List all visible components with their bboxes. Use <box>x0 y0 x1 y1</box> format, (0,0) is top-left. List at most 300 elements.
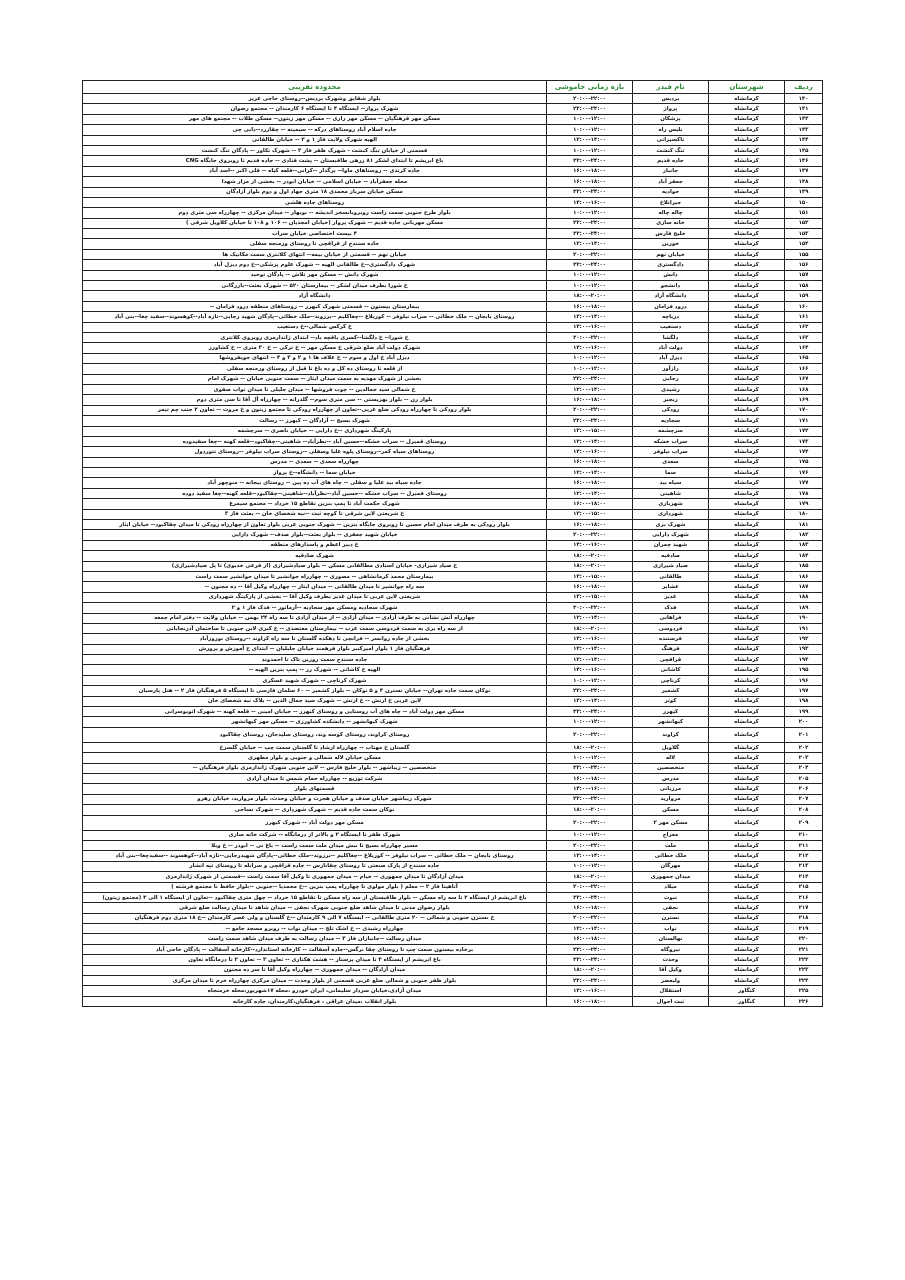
feeder-cell: نهالستان <box>633 934 709 944</box>
row-number-cell: ۱۷۵ <box>785 457 823 467</box>
row-number-cell: ۲۱۷ <box>785 903 823 913</box>
area-cell: بخشی از شهرک مهدیه به سمت میدان ایثار -- سمت جنوبی خیابان -- شهرک امام <box>83 374 547 384</box>
feeder-cell: سراب خشکه <box>633 436 709 446</box>
city-cell: کرمانشاه <box>709 763 785 773</box>
table-row <box>83 561 823 571</box>
feeder-cell: ثبت احوال <box>633 996 709 1006</box>
area-cell: چهارراه آتش نشانی به طرف آزادی -- میدان آزادی -- از میدان آزادی تا سه راه ۲۴ بهمن -- خیابان ولایت -- دفتر امام جمعه <box>83 613 547 623</box>
area-cell: خ شریعتی لاین شرقی تا کوچه ثبت --نبه شخصای خان -- بعثت فاز ۳ <box>83 509 547 519</box>
table-row <box>83 468 823 478</box>
table-row <box>83 166 823 176</box>
outage-schedule-sheet <box>82 80 822 1007</box>
city-cell: کرمانشاه <box>709 805 785 815</box>
time-cell: ۱۰:۰۰-۱۲:۰۰ <box>547 753 633 763</box>
city-cell: کرمانشاه <box>709 478 785 488</box>
table-row <box>83 125 823 135</box>
time-cell: ۲۲:۰۰-۲۴:۰۰ <box>547 686 633 696</box>
city-cell: کرمانشاه <box>709 707 785 717</box>
feeder-cell: سجادیه <box>633 416 709 426</box>
city-cell: کرمانشاه <box>709 830 785 840</box>
row-number-cell: ۱۸۲ <box>785 530 823 540</box>
area-cell: بلوار رودکی تا چهارراه رودکی ضلع غربی--تعاون از چهارراه رودکی تا مجتمع زیتون و خ مروت -- تعاون ۲ جنب چم تیمر <box>83 405 547 415</box>
area-cell: باغ ابریشم از ایستگاه ۲ تا سه راه مسکن -- بلوار طاقبستان از سه راه مسکن تا تقاطع ۱۵ خرداد -- چهل متری چقاکبود --تعاون از ایستگاه ۱ الی ۴ (مجتمع زیتون) <box>83 892 547 902</box>
row-number-cell: ۱۹۸ <box>785 696 823 706</box>
row-number-cell: ۱۸۳ <box>785 540 823 550</box>
row-number-cell: ۱۷۲ <box>785 426 823 436</box>
city-cell: کرمانشاه <box>709 840 785 850</box>
area-cell: بلوار ظفر جنوبی و شمالی ضلع غربی قسمتی از بلوار وحدت -- میدان مرکزی چهارراه خرم تا میدان مرکزی <box>83 976 547 986</box>
feeder-cell: سراب نیلوفر <box>633 447 709 457</box>
row-number-cell: ۱۵۲ <box>785 218 823 228</box>
area-cell: خ دبیر اعظم و پاسدارهای منطقه <box>83 540 547 550</box>
table-row <box>83 924 823 934</box>
feeder-cell: درود فرامان <box>633 301 709 311</box>
table-row <box>83 374 823 384</box>
area-cell: میدان آزادگان -- میدان جمهوری -- چهارراه وکیل آقا تا سر ده مجنون <box>83 965 547 975</box>
feeder-cell: غدیر <box>633 592 709 602</box>
table-row <box>83 447 823 457</box>
area-cell: جاده اسلام آباد روستاهای درکه -- سیمینه -- چقازرد--دایی چی <box>83 125 547 135</box>
city-cell: کرمانشاه <box>709 197 785 207</box>
city-cell: کرمانشاه <box>709 561 785 571</box>
area-cell: آتاهیتا فاز ۲ -- معلم ( بلوار مولوی تا چهارراه پمپ بنزین --خ محمدیا --جنوبی --بلوار حافظ تا مجتمع فرشته ) <box>83 882 547 892</box>
feeder-cell: ملت <box>633 840 709 850</box>
time-cell: ۱۲:۰۰-۱۴:۰۰ <box>547 135 633 145</box>
time-cell: ۲۲:۰۰-۲۴:۰۰ <box>547 374 633 384</box>
table-row <box>83 208 823 218</box>
city-cell: کرمانشاه <box>709 405 785 415</box>
feeder-cell: نواب <box>633 924 709 934</box>
row-number-cell: ۱۵۳ <box>785 229 823 239</box>
feeder-cell: مرزبانی <box>633 784 709 794</box>
time-cell: ۱۲:۰۰-۱۴:۰۰ <box>547 436 633 446</box>
city-cell: کرمانشاه <box>709 187 785 197</box>
feeder-cell: مسکن <box>633 805 709 815</box>
table-row <box>83 571 823 581</box>
row-number-cell: ۱۶۳ <box>785 332 823 342</box>
feeder-cell: متخصصین <box>633 763 709 773</box>
table-row <box>83 634 823 644</box>
city-cell: کرمانشاه <box>709 655 785 665</box>
row-number-cell: ۱۶۴ <box>785 343 823 353</box>
city-cell: کرمانشاه <box>709 872 785 882</box>
time-cell: ۱۴:۰۰-۱۶:۰۰ <box>547 665 633 675</box>
table-row <box>83 509 823 519</box>
row-number-cell: ۱۴۶ <box>785 156 823 166</box>
area-cell: نوکان سمت جاده قدیم -- شهرک شهرداری -- شهرک نساجی <box>83 805 547 815</box>
row-number-cell: ۱۵۰ <box>785 197 823 207</box>
time-cell: ۱۲:۰۰-۱۴:۰۰ <box>547 655 633 665</box>
time-cell: ۲۰:۰۰-۲۲:۰۰ <box>547 94 633 104</box>
feeder-cell: مهرگان <box>633 861 709 871</box>
area-cell: بلوار شقایق وشهرک بردیس--روستای حاجی عزیز <box>83 94 547 104</box>
time-cell: ۲۲:۰۰-۲۴:۰۰ <box>547 260 633 270</box>
time-cell: ۱۶:۰۰-۱۸:۰۰ <box>547 177 633 187</box>
time-cell: ۲۲:۰۰-۲۴:۰۰ <box>547 187 633 197</box>
row-number-cell: ۲۱۰ <box>785 830 823 840</box>
area-cell: روستای بابجان -- ملک خطائی -- سراب نیلوفر -- کوریلاغ --چغاکلیم --برزوند--ملک خطائی--پادگان شهیدرجایی--تازه آباد--کوهسوند --سفیدچغا--بنی آباد <box>83 851 547 861</box>
time-cell: ۱۴:۰۰-۱۶:۰۰ <box>547 634 633 644</box>
time-cell: ۱۰:۰۰-۱۲:۰۰ <box>547 114 633 124</box>
header-row-number: ردیف <box>785 81 823 94</box>
city-cell: کرمانشاه <box>709 239 785 249</box>
table-row <box>83 270 823 280</box>
table-row <box>83 603 823 613</box>
row-number-cell: ۲۲۱ <box>785 944 823 954</box>
feeder-cell: رودکی <box>633 405 709 415</box>
table-row <box>83 592 823 602</box>
table-row <box>83 353 823 363</box>
area-cell: روستاهای جاده هلشی <box>83 197 547 207</box>
table-row <box>83 384 823 394</box>
row-number-cell: ۱۶۶ <box>785 364 823 374</box>
table-row <box>83 872 823 882</box>
row-number-cell: ۱۹۵ <box>785 665 823 675</box>
feeder-cell: چاله چاله <box>633 208 709 218</box>
time-cell: ۱۸:۰۰-۲۰:۰۰ <box>547 872 633 882</box>
city-cell: کرمانشاه <box>709 426 785 436</box>
time-cell: ۲۰:۰۰-۲۲:۰۰ <box>547 727 633 742</box>
table-row <box>83 281 823 291</box>
city-cell: کرمانشاه <box>709 913 785 923</box>
table-row <box>83 727 823 742</box>
table-row <box>83 623 823 633</box>
table-row <box>83 913 823 923</box>
area-cell: خ شورا-- خ دلگشا--کسری یاقچه باد-- ابتدای ژاندارمری روبروی کلانتری <box>83 332 547 342</box>
city-cell: کرمانشاه <box>709 634 785 644</box>
table-row <box>83 753 823 763</box>
city-cell: کرمانشاه <box>709 218 785 228</box>
area-cell: مسکن مهر دولت آباد -- شهرک کیهرز <box>83 815 547 830</box>
table-row <box>83 644 823 654</box>
row-number-cell: ۲۰۵ <box>785 774 823 784</box>
city-cell: کرمانشاه <box>709 343 785 353</box>
time-cell: ۲۲:۰۰-۲۴:۰۰ <box>547 763 633 773</box>
table-row <box>83 996 823 1006</box>
area-cell: بلوار رضوان مدنی تا میدان شاهد ضلع جنوبی شهرک نجفی -- میدان شاهد تا میدان رسالت ضلع شرقی <box>83 903 547 913</box>
feeder-cell: بردیس <box>633 94 709 104</box>
row-number-cell: ۱۶۰ <box>785 301 823 311</box>
area-cell: الهیه شهرک ولایت فاز ۱ و ۲ -- خیابان طالقانی <box>83 135 547 145</box>
table-row <box>83 655 823 665</box>
row-number-cell: ۲۲۲ <box>785 955 823 965</box>
area-cell: بخشی از جاده روانسر -- فرانچی تا دهکده گلستان تا سه راه کراوند --روستای نوروزآباد <box>83 634 547 644</box>
feeder-cell: دانشجو <box>633 281 709 291</box>
feeder-cell: جوادیه <box>633 187 709 197</box>
time-cell: ۱۸:۰۰-۲۰:۰۰ <box>547 291 633 301</box>
feeder-cell: شهرداری <box>633 509 709 519</box>
table-row <box>83 965 823 975</box>
time-cell: ۲۲:۰۰-۲۴:۰۰ <box>547 707 633 717</box>
time-cell: ۱۰:۰۰-۱۲:۰۰ <box>547 675 633 685</box>
time-cell: ۲۰:۰۰-۲۲:۰۰ <box>547 530 633 540</box>
row-number-cell: ۱۹۴ <box>785 655 823 665</box>
row-number-cell: ۱۹۰ <box>785 613 823 623</box>
city-cell: کرمانشاه <box>709 281 785 291</box>
feeder-cell: مدرس <box>633 774 709 784</box>
table-row <box>83 332 823 342</box>
area-cell: مسیر چهارراه بسیج تا نبش میدان ملت سمت راست -- باغ نی -- ابوذر -- خ وبلا <box>83 840 547 850</box>
row-number-cell: ۲۱۴ <box>785 872 823 882</box>
area-cell: سه راه جوانشیر تا میدان طالقانی -- میدان ایثار -- چهارراه وکیل آقا -- ده مجنون -- <box>83 582 547 592</box>
row-number-cell: ۱۷۹ <box>785 499 823 509</box>
feeder-cell: رجایی <box>633 374 709 384</box>
table-row <box>83 903 823 913</box>
table-row <box>83 665 823 675</box>
time-cell: ۱۲:۰۰-۱۴:۰۰ <box>547 488 633 498</box>
time-cell: ۱۲:۰۰-۱۴:۰۰ <box>547 239 633 249</box>
area-cell: جاده سنندج از پارک صنعتی تا روستای چقانارس -- جاده قراقچی و سرابله تا روستای تپه انشار <box>83 861 547 871</box>
feeder-cell: سرچشمه <box>633 426 709 436</box>
row-number-cell: ۲۲۴ <box>785 976 823 986</box>
table-row <box>83 696 823 706</box>
time-cell: ۱۰:۰۰-۱۲:۰۰ <box>547 125 633 135</box>
time-cell: ۲۰:۰۰-۲۲:۰۰ <box>547 913 633 923</box>
time-cell: ۱۸:۰۰-۲۰:۰۰ <box>547 551 633 561</box>
table-row <box>83 763 823 773</box>
city-cell: کرمانشاه <box>709 613 785 623</box>
time-cell: ۱۰:۰۰-۱۲:۰۰ <box>547 830 633 840</box>
row-number-cell: ۱۴۰ <box>785 94 823 104</box>
area-cell: میدان آزادی،خیابان سردار سلیمانی، ایران خودرو ،محله ۱۷شهریور،محله خرمنجاه <box>83 986 547 996</box>
city-cell: کرمانشاه <box>709 135 785 145</box>
feeder-cell: شهید چمران <box>633 540 709 550</box>
time-cell: ۱۰:۰۰-۱۲:۰۰ <box>547 208 633 218</box>
city-cell: کرمانشاه <box>709 145 785 155</box>
city-cell: کرمانشاه <box>709 520 785 530</box>
feeder-cell: نیروگاه <box>633 944 709 954</box>
row-number-cell: ۱۵۶ <box>785 260 823 270</box>
time-cell: ۱۲:۰۰-۱۴:۰۰ <box>547 851 633 861</box>
area-cell: خ صیاد شیرازی- خیابان استادی مطالقانی مسکن -- بلوار صیادشیرازی (از فرعی خدیوی) تا پل صیادشیرازی) <box>83 561 547 571</box>
time-cell: ۱۸:۰۰-۲۰:۰۰ <box>547 965 633 975</box>
feeder-cell: صادقیه <box>633 551 709 561</box>
time-cell: ۱۶:۰۰-۱۸:۰۰ <box>547 520 633 530</box>
area-cell: چهارراه سعدی -- سعدی -- مدرس <box>83 457 547 467</box>
area-cell: بیمارستان محمد کرمانشاهی -- مصوری -- چهارراه جوانشیر تا میدان جوانشیر سمت راست <box>83 571 547 581</box>
area-cell: شهرک سجادیه ومسکن مهر سجادیه --آرماتور -- فدک فاز ۱ و ۲ <box>83 603 547 613</box>
table-row <box>83 499 823 509</box>
feeder-cell: جیرانلاخ <box>633 197 709 207</box>
city-cell: کرمانشاه <box>709 924 785 934</box>
area-cell: روستای بابجان -- ملک خطائی -- سراب نیلوفر -- کوریلاغ --چغاکلیم --برزوند--ملک خطائی--پادگان شهید رجایی--تازه آباد--کوهسوند--سفید چغا--بنی آباد <box>83 312 547 322</box>
feeder-cell: پرواز <box>633 104 709 114</box>
row-number-cell: ۱۴۵ <box>785 145 823 155</box>
table-row <box>83 976 823 986</box>
area-cell: دانشگاه آزاد <box>83 291 547 301</box>
row-number-cell: ۲۲۰ <box>785 934 823 944</box>
feeder-cell: وحدت <box>633 955 709 965</box>
row-number-cell: ۱۷۷ <box>785 478 823 488</box>
time-cell: ۱۲:۰۰-۱۴:۰۰ <box>547 644 633 654</box>
feeder-cell: کاشانی <box>633 665 709 675</box>
city-cell: کرمانشاه <box>709 457 785 467</box>
row-number-cell: ۱۸۰ <box>785 509 823 519</box>
feeder-cell: استقلال <box>633 986 709 996</box>
feeder-cell: مروارید <box>633 794 709 804</box>
row-number-cell: ۲۲۶ <box>785 996 823 1006</box>
feeder-cell: کیهانشهر <box>633 717 709 727</box>
table-row <box>83 742 823 752</box>
row-number-cell: ۱۴۱ <box>785 104 823 114</box>
area-cell: خ نسترن جنوبی و شمالی -- ۲۰ متری طالقانی -- ایستگاه ۷ الی ۹ کارمندان --خ گلستان و ولی عصر کارمندان --خ ۱۸ متری دوم فرهنگیان <box>83 913 547 923</box>
time-cell: ۱۰:۰۰-۱۲:۰۰ <box>547 861 633 871</box>
row-number-cell: ۱۵۱ <box>785 208 823 218</box>
time-cell: ۱۰:۰۰-۱۲:۰۰ <box>547 281 633 291</box>
table-row <box>83 187 823 197</box>
city-cell: کرمانشاه <box>709 208 785 218</box>
feeder-cell: رازآور <box>633 364 709 374</box>
time-cell: ۱۳:۰۰-۱۵:۰۰ <box>547 509 633 519</box>
row-number-cell: ۱۸۷ <box>785 582 823 592</box>
time-cell: ۲۰:۰۰-۲۲:۰۰ <box>547 882 633 892</box>
row-number-cell: ۱۴۳ <box>785 125 823 135</box>
header-time: بازه زمانی خاموشی <box>547 81 633 94</box>
table-row <box>83 94 823 104</box>
time-cell: ۱۶:۰۰-۱۸:۰۰ <box>547 903 633 913</box>
city-cell: کرمانشاه <box>709 395 785 405</box>
row-number-cell: ۱۵۵ <box>785 249 823 259</box>
area-cell: ۴ بیست اختصاصی خیابان سراب <box>83 229 547 239</box>
time-cell: ۲۲:۰۰-۲۴:۰۰ <box>547 416 633 426</box>
row-number-cell: ۲۱۹ <box>785 924 823 934</box>
time-cell: ۱۴:۰۰-۱۶:۰۰ <box>547 322 633 332</box>
feeder-cell: رشیدی <box>633 384 709 394</box>
city-cell: کرمانشاه <box>709 94 785 104</box>
time-cell: ۲۰:۰۰-۲۲:۰۰ <box>547 332 633 342</box>
row-number-cell: ۲۲۳ <box>785 965 823 975</box>
city-cell: کرمانشاه <box>709 364 785 374</box>
row-number-cell: ۱۴۷ <box>785 166 823 176</box>
city-cell: کرمانشاه <box>709 592 785 602</box>
table-row <box>83 364 823 374</box>
feeder-cell: ملک خطائی <box>633 851 709 861</box>
city-cell: کرمانشاه <box>709 166 785 176</box>
city-cell: کرمانشاه <box>709 353 785 363</box>
area-cell: متخصصین -- زیباشهر -- بلوار خلیج فارس -- لاین جنوبی شهرک ژاندارمری بلوار فرهنگیان -- <box>83 763 547 773</box>
city-cell: کرمانشاه <box>709 696 785 706</box>
city-cell: کرمانشاه <box>709 177 785 187</box>
time-cell: ۱۰:۰۰-۱۲:۰۰ <box>547 364 633 374</box>
feeder-cell: کشمیر <box>633 686 709 696</box>
feeder-cell: کیهرز <box>633 707 709 717</box>
city-cell: کرمانشاه <box>709 603 785 613</box>
table-row <box>83 218 823 228</box>
row-number-cell: ۲۱۶ <box>785 892 823 902</box>
city-cell: کرمانشاه <box>709 374 785 384</box>
row-number-cell: ۱۶۲ <box>785 322 823 332</box>
row-number-cell: ۱۵۸ <box>785 281 823 291</box>
area-cell: شهرک زیباشهر خیابان صدف و خیابان هجرت و خیابان وحدت، بلوار مروارید، خیابان رهرو <box>83 794 547 804</box>
city-cell: کرمانشاه <box>709 468 785 478</box>
feeder-cell: شاهینی <box>633 488 709 498</box>
table-row <box>83 478 823 488</box>
table-row <box>83 135 823 145</box>
time-cell: ۲۲:۰۰-۲۴:۰۰ <box>547 955 633 965</box>
time-cell: ۱۶:۰۰-۱۸:۰۰ <box>547 499 633 509</box>
table-row <box>83 774 823 784</box>
city-cell: کرمانشاه <box>709 582 785 592</box>
table-row <box>83 520 823 530</box>
time-cell: ۲۲:۰۰-۲۴:۰۰ <box>547 892 633 902</box>
row-number-cell: ۱۶۹ <box>785 395 823 405</box>
feeder-cell: فرستنده <box>633 634 709 644</box>
time-cell: ۱۴:۰۰-۱۶:۰۰ <box>547 784 633 794</box>
table-row <box>83 830 823 840</box>
feeder-cell: کرناچی <box>633 675 709 685</box>
row-number-cell: ۲۰۸ <box>785 805 823 815</box>
table-row <box>83 457 823 467</box>
row-number-cell: ۲۰۴ <box>785 763 823 773</box>
area-cell: چهارراه رشیدی -- خ اشک تلخ -- میدان نواب -- روبرو مسجد جامع -- <box>83 924 547 934</box>
row-number-cell: ۲۱۲ <box>785 851 823 861</box>
time-cell: ۱۶:۰۰-۱۸:۰۰ <box>547 301 633 311</box>
feeder-cell: خورین <box>633 239 709 249</box>
table-row <box>83 613 823 623</box>
feeder-cell: طالقانی <box>633 571 709 581</box>
table-row <box>83 426 823 436</box>
table-row <box>83 686 823 696</box>
city-cell: کرمانشاه <box>709 955 785 965</box>
table-row <box>83 249 823 259</box>
feeder-cell: سعدی <box>633 457 709 467</box>
feeder-cell: دیزل آباد <box>633 353 709 363</box>
table-row <box>83 301 823 311</box>
table-row <box>83 675 823 685</box>
area-cell: برخاده بیستون سمت چپ تا روستای چقا نرگس--جاده آسفالت -- کارخانه استاندارد--کارخانه آسفالت -- پادگان حاجی آباد <box>83 944 547 954</box>
area-cell: باغ ابریشم از ایستگاه ۴ تا میدان پرستار -- هشت هکتاری -- تعاون ۳ -- تعاون ۲ تا درمانگاه تعاون <box>83 955 547 965</box>
city-cell: کرمانشاه <box>709 623 785 633</box>
area-cell: محله جعفرآباد -- خیابان اسلامی -- خیابان ابوذر -- بخشی از مزار شهدا <box>83 177 547 187</box>
feeder-cell: فدک <box>633 603 709 613</box>
city-cell: کرمانشاه <box>709 114 785 124</box>
table-row <box>83 322 823 332</box>
time-cell: ۱۴:۰۰-۱۶:۰۰ <box>547 540 633 550</box>
header-area: محدوده تقریبی <box>83 81 547 94</box>
time-cell: ۱۶:۰۰-۱۸:۰۰ <box>547 582 633 592</box>
area-cell: گلستان خ مهتاب -- چهارراه ارشاد تا گلستان سمت چپ -- خیابان گلسرخ <box>83 742 547 752</box>
table-header-row <box>83 81 823 94</box>
area-cell: خ شمالی سید جمالدین -- چوب فروشها -- میدان جلیلی تا میدان نواب صفوی <box>83 384 547 394</box>
feeder-cell: شهربازی <box>633 499 709 509</box>
feeder-cell: نسترن <box>633 913 709 923</box>
row-number-cell: ۲۲۵ <box>785 986 823 996</box>
time-cell: ۱۸:۰۰-۲۰:۰۰ <box>547 561 633 571</box>
city-cell: کرمانشاه <box>709 571 785 581</box>
area-cell: شهرک دولت آباد ضلع شرقی خ مسکن مهر -- خ ترکی -- خ ۳۰ متری -- خ کشاورز <box>83 343 547 353</box>
city-cell: کنگاور <box>709 996 785 1006</box>
area-cell: شهرک دادگستری--خ طالقانی الهیه -- شهرک علوم پزشکی--خ دوم دیزل آباد <box>83 260 547 270</box>
row-number-cell: ۱۵۴ <box>785 239 823 249</box>
area-cell: قسمتی از خیابان تنگ کنشت - شهرک ظفر فاز ۳ -- شهرک تکاور -- پادگان تنگ کنشت <box>83 145 547 155</box>
row-number-cell: ۱۸۸ <box>785 592 823 602</box>
time-cell: ۱۳:۰۰-۱۵:۰۰ <box>547 571 633 581</box>
header-city: شهرستان <box>709 81 785 94</box>
row-number-cell: ۲۰۰ <box>785 717 823 727</box>
time-cell: ۲۰:۰۰-۲۲:۰۰ <box>547 603 633 613</box>
time-cell: ۱۶:۰۰-۱۸:۰۰ <box>547 996 633 1006</box>
area-cell: شریعتی لاین غربی تا میدان غدیر بطرف وکیل آقا -- بخشی از پارکینگ شهرداری <box>83 592 547 602</box>
time-cell: ۱۴:۰۰-۱۶:۰۰ <box>547 343 633 353</box>
city-cell: کرمانشاه <box>709 861 785 871</box>
row-number-cell: ۱۷۸ <box>785 488 823 498</box>
city-cell: کرمانشاه <box>709 976 785 986</box>
table-row <box>83 861 823 871</box>
area-cell: خ کرکس شمالی--خ دستغیب <box>83 322 547 332</box>
feeder-cell: فردوسی <box>633 623 709 633</box>
table-row <box>83 955 823 965</box>
time-cell: ۱۰:۰۰-۱۲:۰۰ <box>547 270 633 280</box>
